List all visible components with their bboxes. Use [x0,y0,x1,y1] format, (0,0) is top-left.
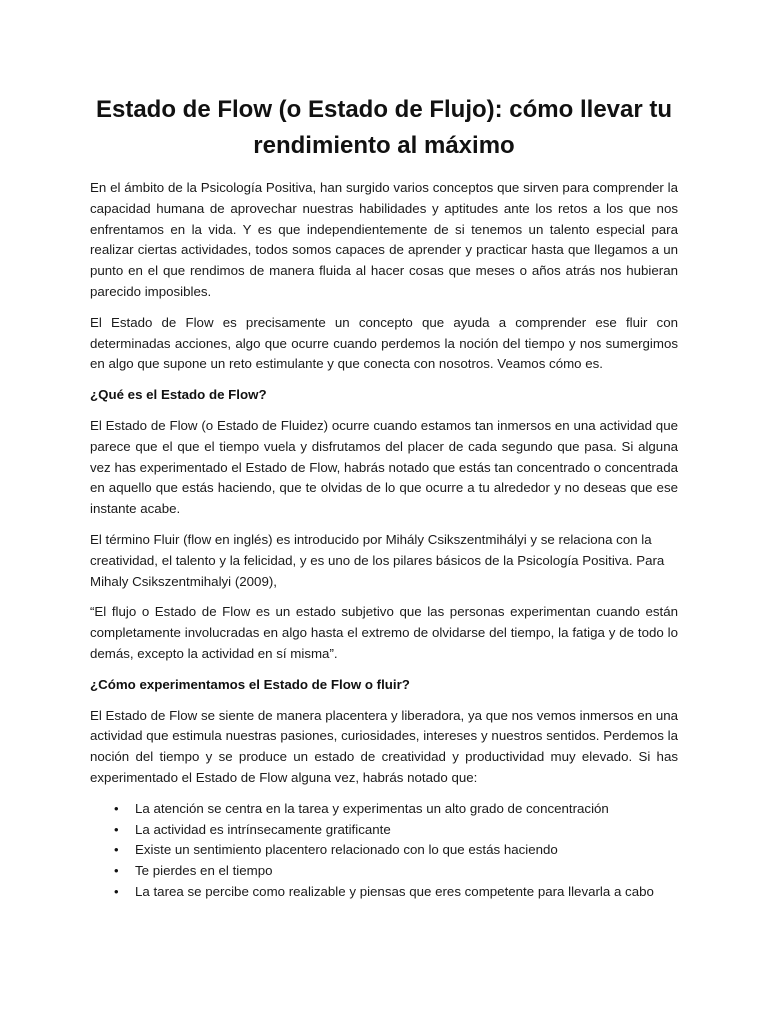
bullet-icon: • [114,821,119,837]
document-title: Estado de Flow (o Estado de Flujo): cómo llevar tu rendimiento al máximo [95,96,673,159]
section-heading-how-experience-flow: ¿Cómo experimentamos el Estado de Flow o fluir? [90,676,410,692]
section1-paragraph-1: El Estado de Flow (o Estado de Fluidez) ocurre cuando estamos tan inmersos en una actividad que parece que el que el tiempo vuela y disfrutamos del placer de cada segundo que pasa. Si alguna vez has experimentado el Estado de Flow, habrás notado que estás tan concentrado o concentrada en aquello que estás haciendo, que te olvidas de lo que ocurre a tu alrededor y no deseas que ese instante acabe. [90,417,678,517]
intro-paragraph-2: El Estado de Flow es precisamente un concepto que ayuda a comprender ese fluir con determinadas acciones, algo que ocurre cuando perdemos la noción del tiempo y nos sumergimos en algo que supone un reto estimulante y que conecta con nosotros. Veamos cómo es. [90,314,678,372]
bullet-icon: • [114,883,119,899]
section1-paragraph-2: El término Fluir (flow en inglés) es introducido por Mihály Csikszentmihályi y se relaciona con la creatividad, el talento y la felicidad, y es uno de los pilares básicos de la Psicología Positiva. Para Mihaly Csikszentmihalyi (2009), [90,531,665,589]
section1-quote: “El flujo o Estado de Flow es un estado subjetivo que las personas experimentan cuando están completamente involucradas en algo hasta el extremo de olvidarse del tiempo, la fatiga y de todo lo demás, excepto la actividad en sí misma”. [90,604,678,661]
section2-paragraph: El Estado de Flow se siente de manera placentera y liberadora, ya que nos vemos inmersos en una actividad que estimula nuestras pasiones, curiosidades, intereses y nuestros sentidos. Perdemos la noción del tiempo y se produce un estado de creatividad y productividad muy elevado. Si has experimentado el Estado de Flow alguna vez, habrás notado que: [90,707,678,785]
section-heading-what-is-flow: ¿Qué es el Estado de Flow? [90,387,267,403]
list-item-text: Existe un sentimiento placentero relacionado con lo que estás haciendo [135,842,558,858]
list-item-text: La actividad es intrínsecamente gratificante [135,821,391,837]
list-item [90,799,678,820]
list-item [90,861,678,882]
characteristics-list [90,799,678,903]
list-item-text: Te pierdes en el tiempo [135,863,273,879]
list-item-text: La atención se centra en la tarea y experimentas un alto grado de concentración [135,800,609,816]
list-item-text: La tarea se percibe como realizable y piensas que eres competente para llevarla a cabo [135,883,654,899]
intro-paragraph-1: En el ámbito de la Psicología Positiva, han surgido varios conceptos que sirven para comprender la capacidad humana de aprovechar nuestras habilidades y aptitudes ante los retos a los que nos enfrentamos en la vida. Y es que independientemente de si tenemos un talento especial para realizar ciertas actividades, todos somos capaces de aprender y practicar hasta que llegamos a un punto en el que rendimos de manera fluida al hacer cosas que meses o años atrás nos hubieran parecido imposibles. [90,180,678,299]
list-item [90,882,678,903]
list-item [90,840,678,861]
list-item [90,820,678,841]
bullet-icon: • [114,800,119,816]
bullet-icon: • [114,842,119,858]
bullet-icon: • [114,863,119,879]
